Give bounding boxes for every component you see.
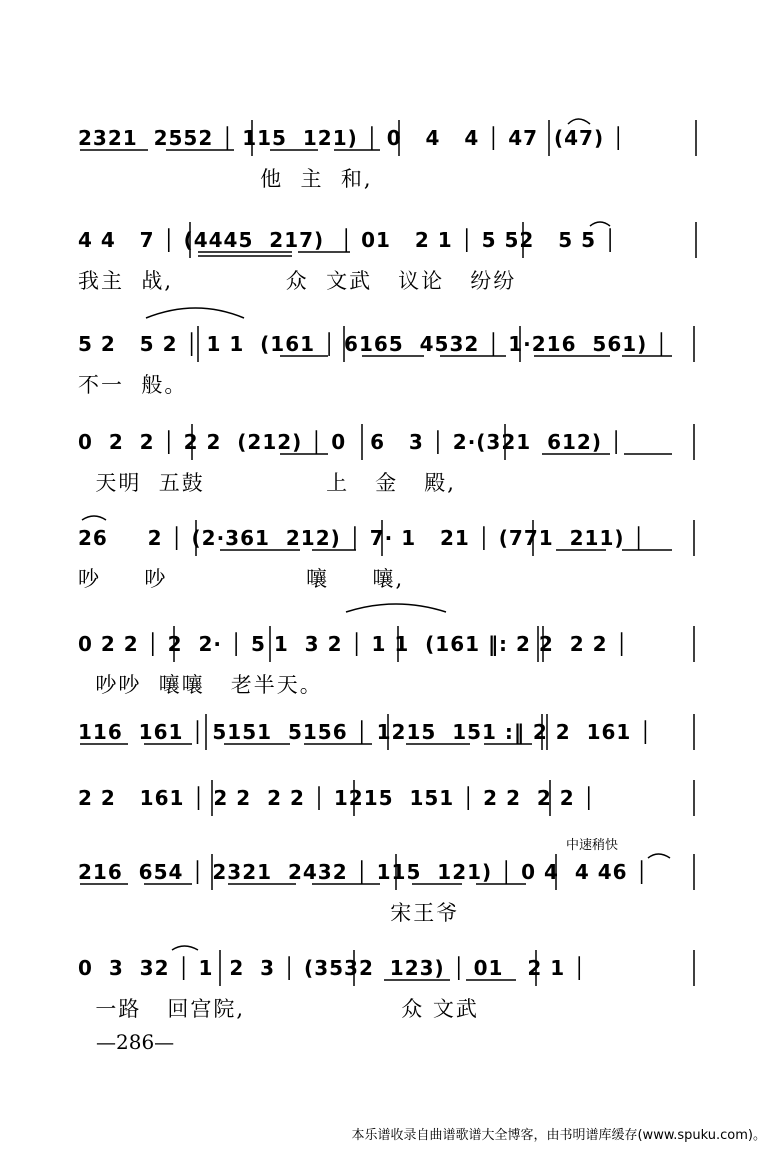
notation-line: 2321 2552 │ 115 121) │ 0 4 4 │ 47 (47) │ [78, 126, 626, 150]
tempo-marking: 中速稍快 [566, 838, 619, 853]
lyrics-line: 吵 吵 嚷 嚷, [78, 567, 405, 591]
notation-line: 5 2 5 2 │ 1 1 (161 │ 6165 4532 │ 1·216 561) │ [78, 332, 669, 356]
lyrics-line: 吵吵 嚷嚷 老半天。 [78, 673, 323, 697]
notation-line: 0 2 2 │ 2 2· │ 5 1 3 2 │ 1 1 (161 ‖: 2 2 2 2 │ [78, 632, 629, 656]
notation-line: 0 3 32 │ 1 2 3 │ (3532 123) │ 01 2 1 │ [78, 956, 587, 980]
notation-line: 116 161 │ 5151 5156 │ 1215 151 :‖ 2 2 161 │ [78, 720, 653, 744]
lyrics-line: 天明 五鼓 上 金 殿, [78, 471, 456, 495]
page-number: —286— [96, 1030, 175, 1054]
lyrics-line: 不一 般。 [78, 373, 188, 397]
notation-line: 0 2 2 │ 2 2 (212) │ 0 6 3 │ 2·(321 612) │ [78, 430, 623, 454]
lyrics-line: 他 主 和, [78, 167, 373, 191]
footer-note: 本乐谱收录自曲谱歌谱大全博客，由书明谱库缓存(www.spuku.com)。 [351, 1128, 766, 1143]
notation-line: 4 4 7 │ (4445 217) │ 01 2 1 │ 5 52 5 5 │ [78, 228, 617, 252]
notation-line: 2 2 161 │ 2 2 2 2 │ 1215 151 │ 2 2 2 2 │ [78, 786, 596, 810]
lyrics-line: 我主 战, 众 文武 议论 纷纷 [78, 269, 517, 293]
notation-line: 216 654 │ 2321 2432 │ 115 121) │ 0 4 4 46 │ [78, 860, 649, 884]
lyrics-line: 一路 回宫院, 众 文武 [78, 997, 479, 1021]
lyrics-line: 宋王爷 [78, 901, 460, 925]
notation-line: 26 2 │ (2·361 212) │ 7· 1 21 │ (771 211) │ [78, 526, 646, 550]
